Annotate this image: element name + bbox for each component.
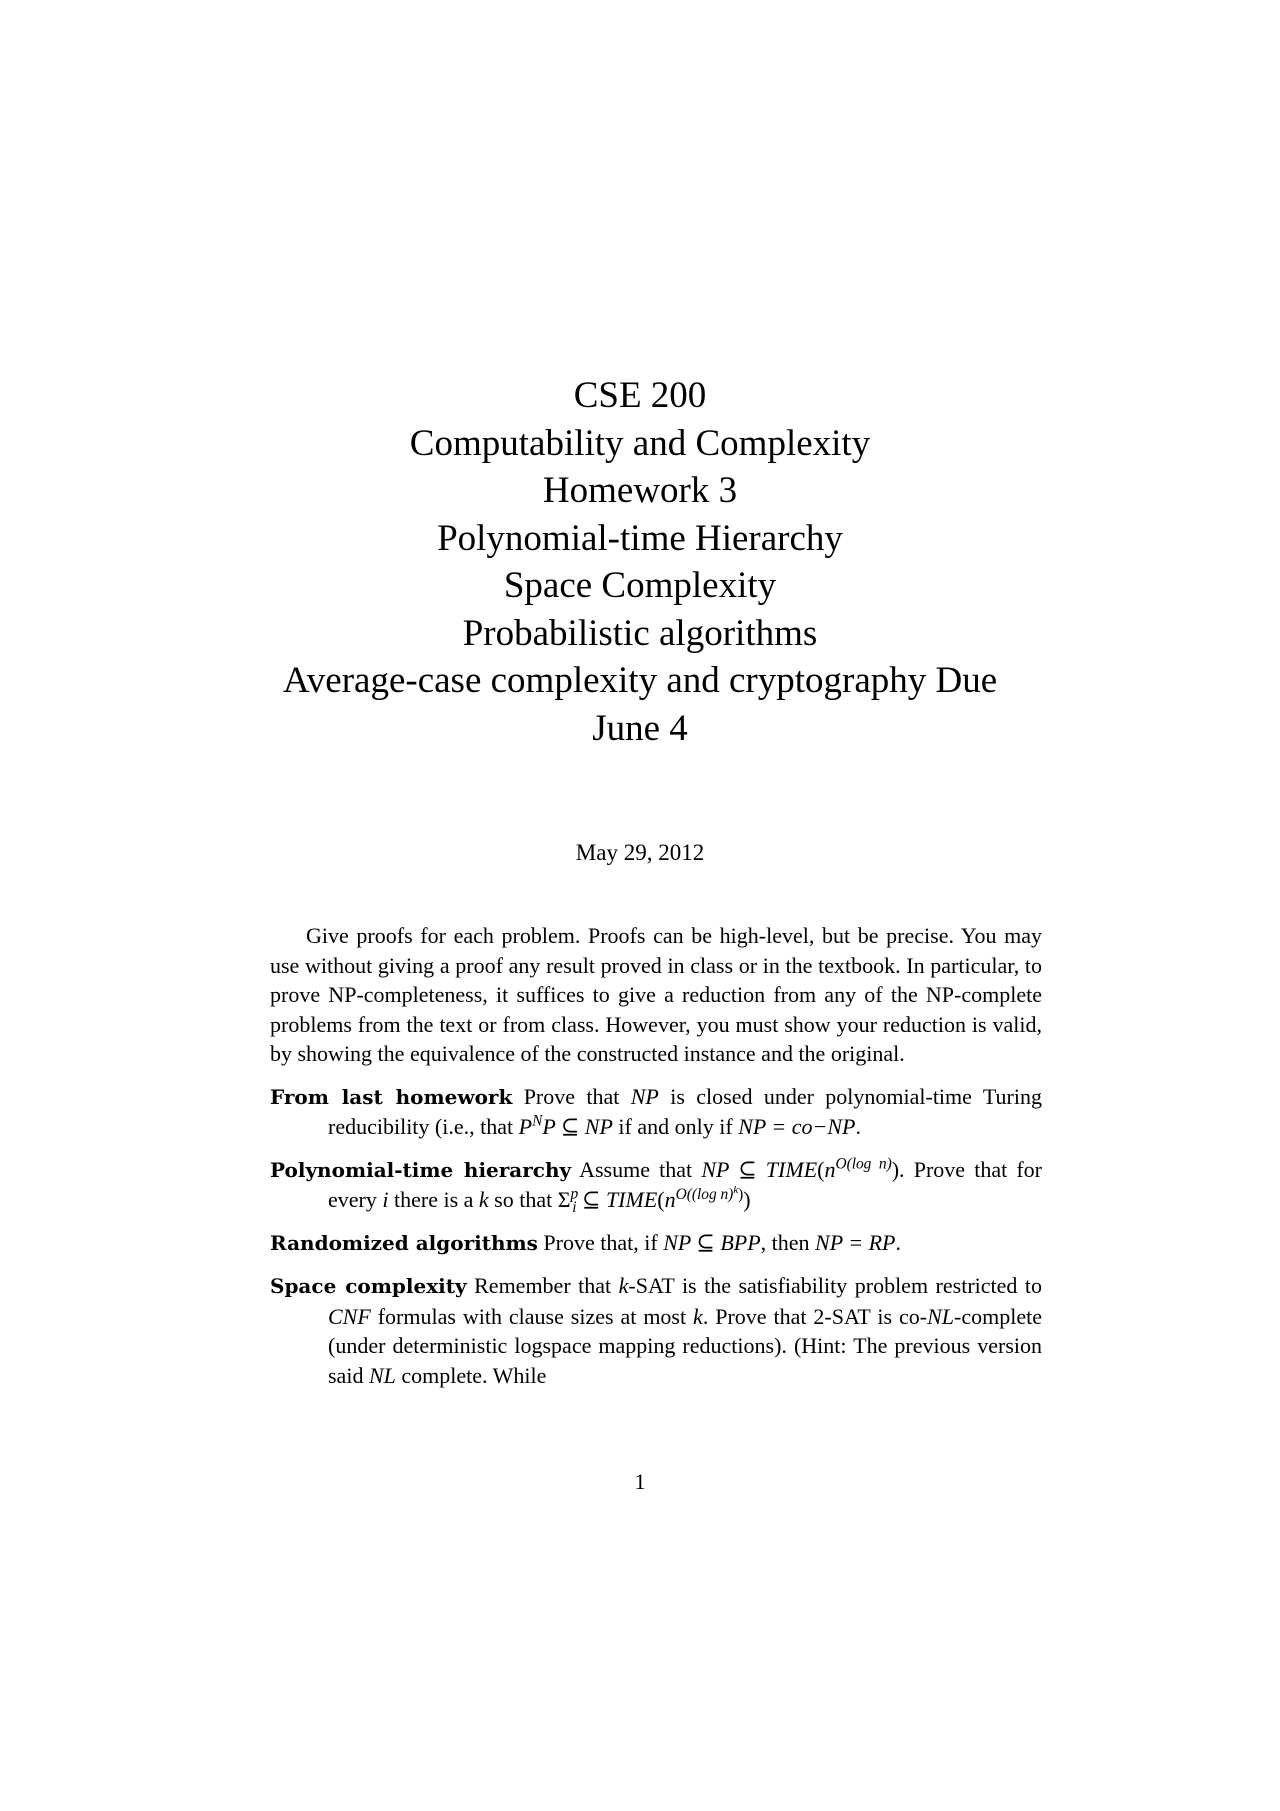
math-superscript — [675, 1183, 744, 1203]
problem-title: From last homework — [270, 1084, 513, 1109]
math-subscript: i — [572, 1199, 577, 1217]
math: P — [518, 1114, 533, 1139]
math: Σ — [557, 1187, 571, 1212]
problem-text: -SAT is the satisfiability problem restricted to — [628, 1273, 1043, 1298]
math: k — [693, 1303, 703, 1329]
math: NP ⊆ BPP — [663, 1229, 761, 1255]
problem-text: . — [855, 1114, 861, 1139]
topic-probabilistic-algorithms: Probabilistic algorithms — [462, 612, 818, 654]
problem-title: Polynomial-time hierarchy — [270, 1157, 572, 1182]
math-superscript: p — [570, 1185, 579, 1203]
problem-text: so that — [488, 1187, 558, 1212]
problem-title: Randomized algorithms — [270, 1230, 538, 1255]
problem-from-last-homework — [270, 1082, 1042, 1142]
problem-randomized-algorithms — [270, 1228, 1042, 1259]
problem-text: Prove that — [523, 1083, 631, 1109]
problem-title: Space complexity — [270, 1274, 467, 1298]
math: n — [824, 1156, 836, 1182]
problem-text: Assume that — [579, 1156, 702, 1182]
course-code: CSE 200 — [573, 375, 707, 416]
problem-polynomial-time-hierarchy — [270, 1155, 1042, 1215]
math-superscript: k — [733, 1183, 739, 1196]
math: n — [664, 1187, 676, 1212]
problem-text: Remember that — [474, 1273, 619, 1298]
math-superscript: O(log n) — [835, 1155, 892, 1173]
assignment-title: Homework 3 — [542, 470, 738, 511]
math: k — [478, 1187, 489, 1212]
problem-text: . — [895, 1229, 901, 1255]
document-body — [270, 921, 1042, 1403]
math: ( — [817, 1156, 825, 1182]
problem-space-complexity — [270, 1271, 1042, 1390]
math: O((log n) — [675, 1185, 734, 1203]
math: k — [618, 1273, 629, 1298]
topic-space-complexity: Space Complexity — [503, 565, 777, 606]
math: NP = co−NP — [738, 1114, 856, 1139]
problem-text: . Prove that 2-SAT is co- — [702, 1303, 928, 1329]
math: NP = RP — [815, 1229, 896, 1255]
math-superscript: N — [532, 1112, 543, 1130]
math: ) — [743, 1187, 751, 1212]
math: CNF — [328, 1303, 371, 1329]
math: i — [382, 1187, 389, 1212]
title-block — [0, 372, 1280, 752]
math: NP — [630, 1083, 659, 1109]
page-number: 1 — [634, 1469, 646, 1494]
document-date: May 29, 2012 — [575, 840, 705, 865]
math: ) — [891, 1156, 900, 1182]
math: P ⊆ NP — [542, 1114, 613, 1139]
math: NL — [368, 1362, 396, 1388]
problem-text: -complete (under deterministic logspace mapping reductions). (Hint: The previous version said — [328, 1303, 1042, 1388]
math: ( — [657, 1187, 665, 1212]
problem-text: formulas with clause sizes at most — [370, 1303, 694, 1329]
course-name: Computability and Complexity — [409, 422, 871, 464]
math: NL — [927, 1303, 955, 1329]
problem-text: there is a — [388, 1187, 479, 1212]
intro-paragraph: Give proofs for each problem. Proofs can be high-level, but be precise. You may use without giving a proof any result proved in class or in the textbook. In particular, to prove NP-completeness, it suffices to give a reduction from any of the NP-complete problems from the text or from class. However, you must show your reduction is valid, by showing the equivalence of the constructed instance and the original. — [270, 923, 1042, 1066]
math: NP ⊆ TIME — [701, 1156, 818, 1182]
problem-text: if and only if — [612, 1114, 739, 1139]
math: ) — [738, 1185, 744, 1203]
problem-text: . Prove that for every — [328, 1156, 1043, 1212]
problem-text: , then — [760, 1229, 816, 1255]
problem-text: is closed under polynomial-time Turing reducibility (i.e., that — [328, 1083, 1042, 1139]
problem-text: Prove that, if — [543, 1229, 664, 1255]
math: ⊆ TIME — [576, 1187, 658, 1212]
topic-average-case: Average-case complexity and cryptography Due — [282, 660, 998, 701]
due-date: June 4 — [592, 707, 688, 749]
problem-text: complete. While — [395, 1362, 547, 1388]
topic-polynomial-hierarchy: Polynomial-time Hierarchy — [437, 517, 843, 559]
